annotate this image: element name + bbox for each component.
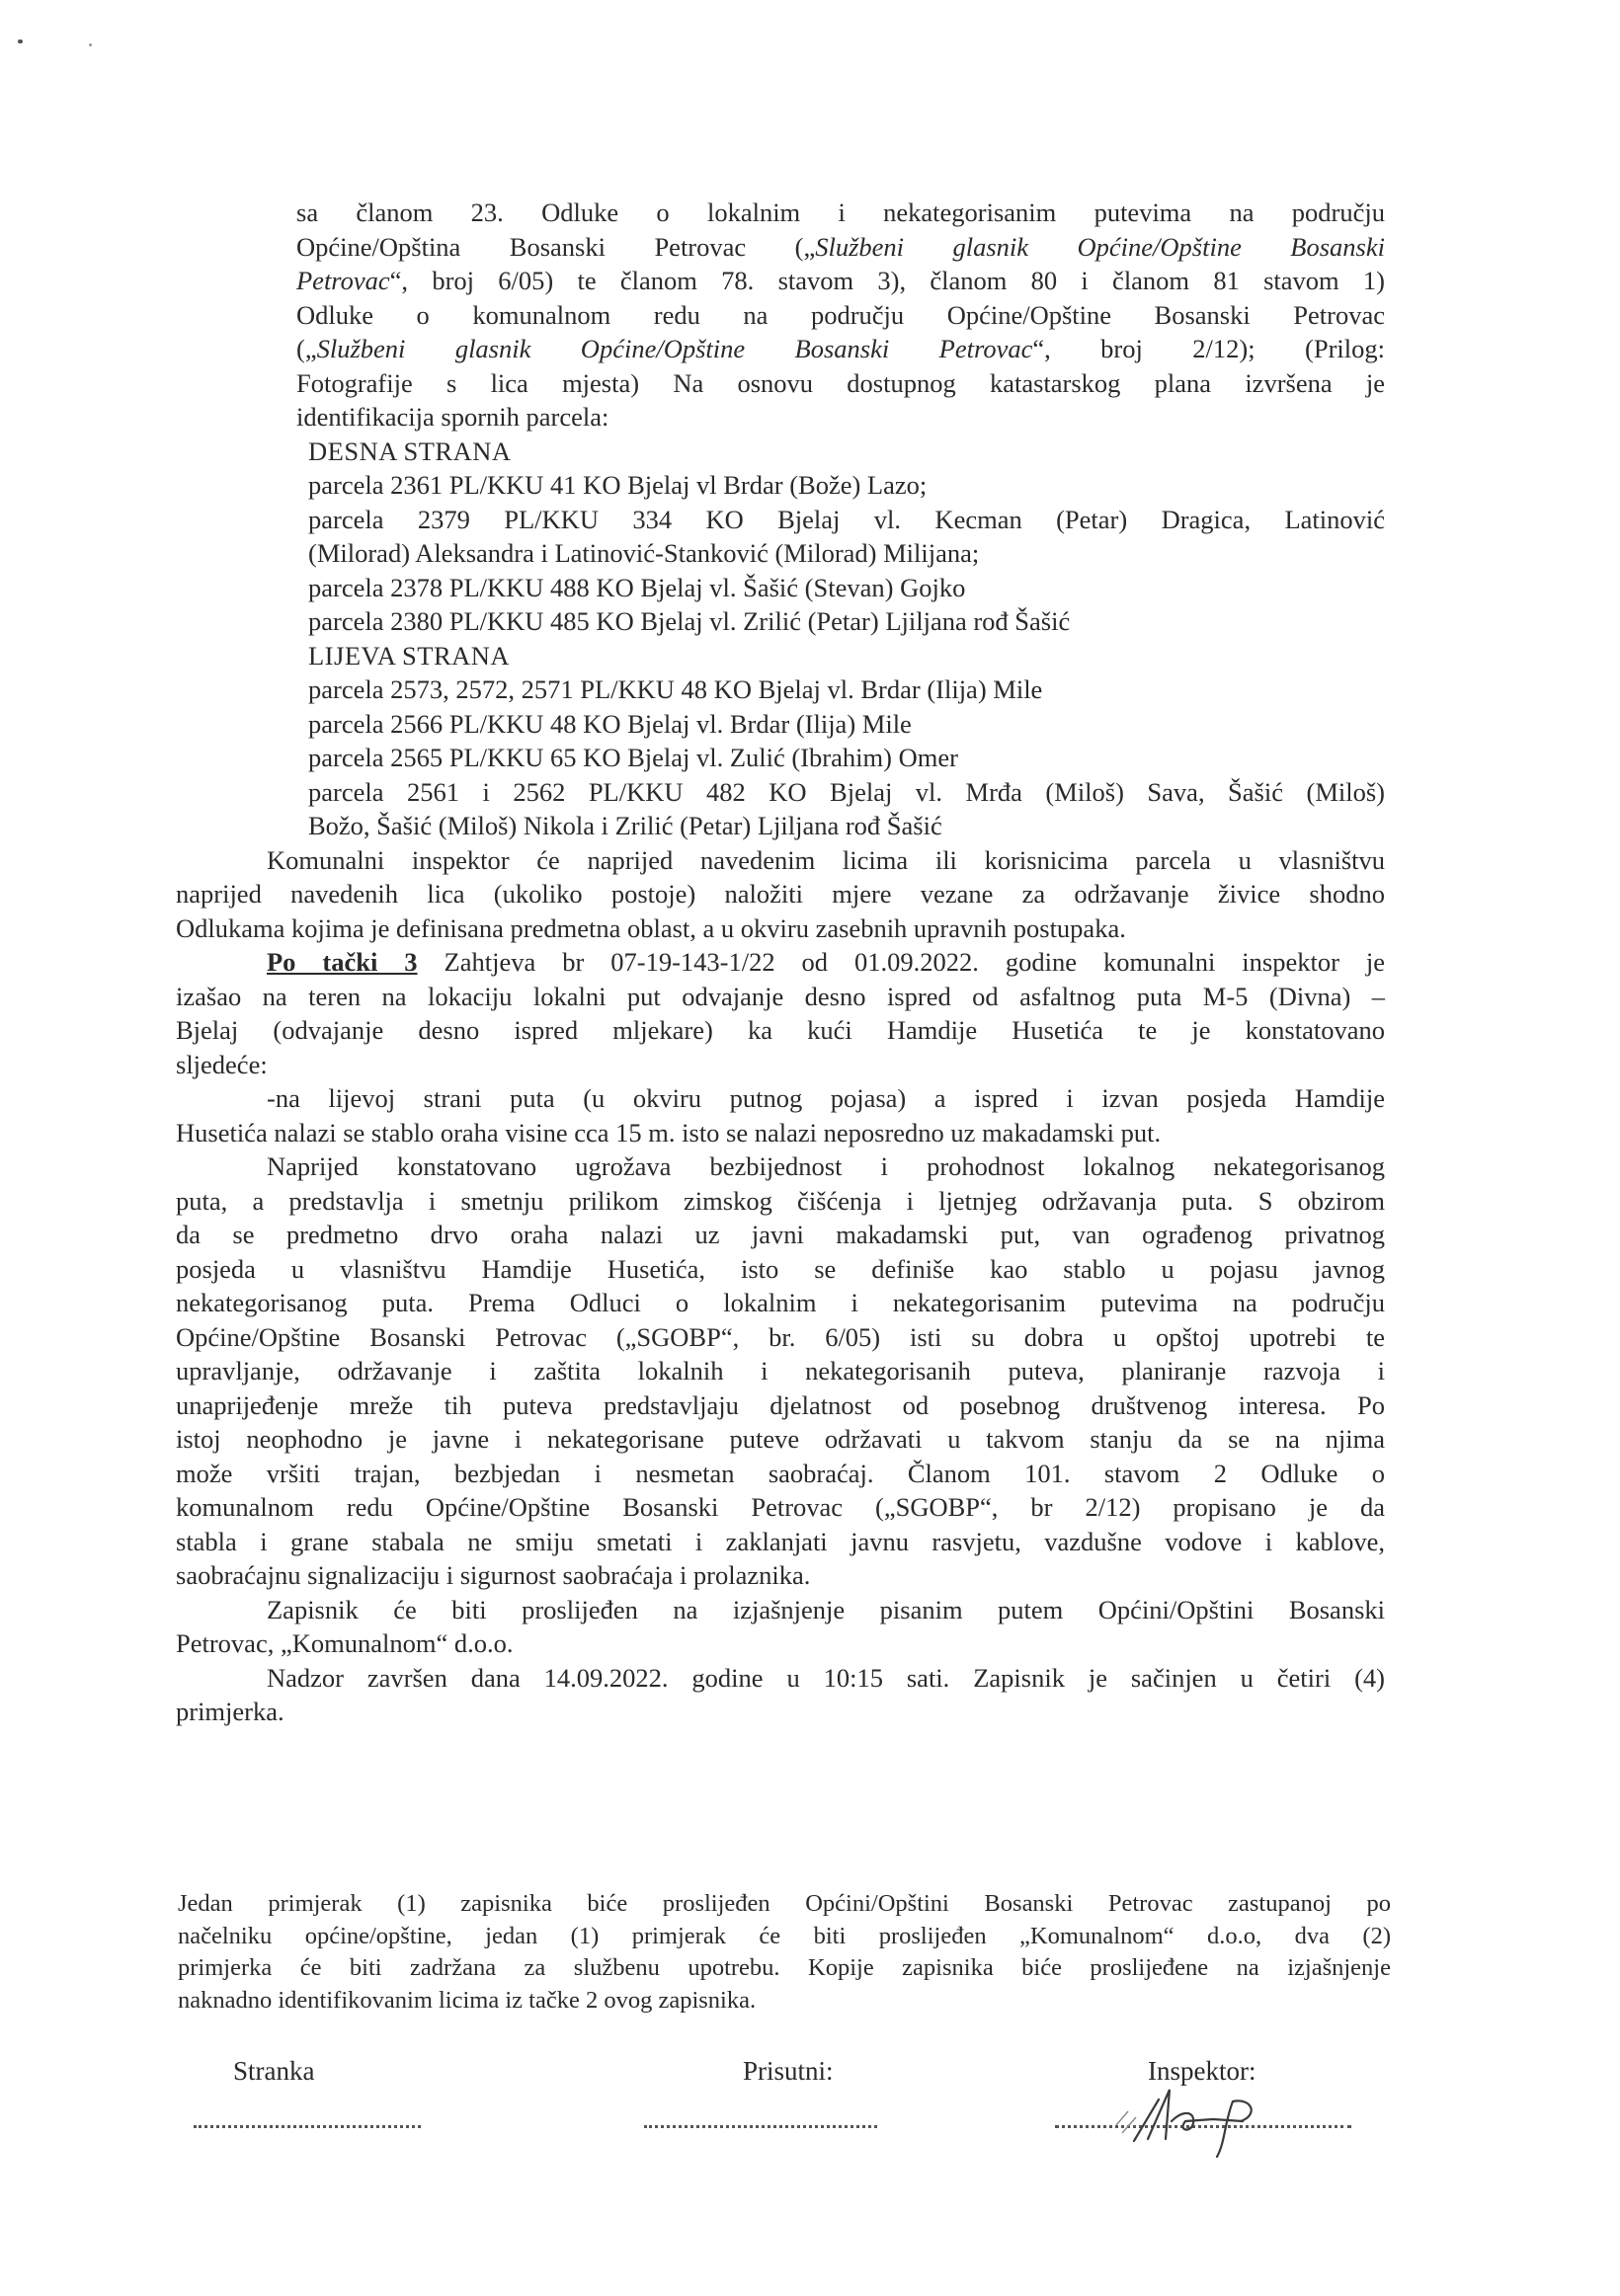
text-line: istoj neophodno je javne i nekategorisane puteve održavati u takvom stanju da se na njima bbox=[176, 1424, 1385, 1454]
text-line: da se predmetno drvo oraha nalazi uz javni makadamski put, van ograđenog privatnog bbox=[176, 1220, 1385, 1249]
text-line: Po tački 3 Zahtjeva br 07-19-143-1/22 od 01.09.2022. godine komunalni inspektor je bbox=[267, 947, 1385, 977]
parcel-line: parcela 2379 PL/KKU 334 KO Bjelaj vl. Kecman (Petar) Dragica, Latinović bbox=[308, 504, 1385, 534]
section-heading: DESNA STRANA bbox=[308, 435, 512, 466]
distribution-note bbox=[178, 1888, 1391, 2017]
body-text bbox=[176, 196, 1385, 1729]
text-line: Zapisnik će biti proslijeđen na izjašnjenje pisanim putem Općini/Opštini Bosanski bbox=[267, 1594, 1385, 1624]
section-heading: LIJEVA STRANA bbox=[308, 640, 511, 671]
inspektor-label: Inspektor: bbox=[1148, 2056, 1256, 2086]
parcel-line: parcela 2361 PL/KKU 41 KO Bjelaj vl Brdar (Bože) Lazo; bbox=[308, 470, 928, 500]
right-side-list bbox=[296, 435, 1385, 639]
text-line: primjerka. bbox=[176, 1697, 284, 1726]
text-line: -na lijevoj strani puta (u okviru putnog pojasa) a ispred i izvan posjeda Hamdije bbox=[267, 1083, 1385, 1113]
stranka-label: Stranka bbox=[233, 2056, 315, 2086]
text-line: sljedeće: bbox=[176, 1049, 268, 1079]
text-line: posjeda u vlasništvu Hamdije Husetića, isto se definiše kao stablo u pojasu javnog bbox=[176, 1253, 1385, 1284]
paragraph-legal-basis bbox=[176, 1149, 1385, 1593]
text-line: primjerka će biti zadržana za službenu upotrebu. Kopije zapisnika biće proslijeđene na izjašnjenje bbox=[178, 1954, 1391, 1981]
text-line: može vršiti trajan, bezbjedan i nesmetan saobraćaj. Članom 101. stavom 2 Odluke o bbox=[176, 1458, 1385, 1488]
text-line: naknadno identifikovanim licima iz tačke 2 ovog zapisnika. bbox=[178, 1986, 757, 2014]
parcel-line: parcela 2380 PL/KKU 485 KO Bjelaj vl. Zrilić (Petar) Ljiljana rođ Šašić bbox=[308, 606, 1071, 636]
text-line: saobraćajnu signalizaciju i sigurnost saobraćaja i prolaznika. bbox=[176, 1560, 811, 1590]
parcel-line: Božo, Šašić (Miloš) Nikola i Zrilić (Petar) Ljiljana rođ Šašić bbox=[308, 811, 942, 840]
text-line: Komunalni inspektor će naprijed navedenim licima ili korisnicima parcela u vlasništvu bbox=[267, 844, 1385, 875]
text-line: sa članom 23. Odluke o lokalnim i nekategorisanim putevima na području bbox=[296, 198, 1385, 227]
text-line: Petrovac“, broj 6/05) te članom 78. stavom 3), članom 80 i članom 81 stavom 1) bbox=[296, 266, 1385, 295]
scan-mark bbox=[89, 43, 92, 46]
text-line: Fotografije s lica mjesta) Na osnovu dostupnog katastarskog plana izvršena je bbox=[296, 367, 1385, 398]
paragraph-measures bbox=[176, 843, 1385, 946]
paragraph-item-3 bbox=[176, 945, 1385, 1081]
text-line: identifikacija spornih parcela: bbox=[296, 402, 609, 432]
paragraph-finding bbox=[176, 1081, 1385, 1149]
parcel-line: (Milorad) Aleksandra i Latinović-Stanković (Milorad) Milijana; bbox=[308, 538, 980, 568]
text-line: („Službeni glasnik Općine/Opštine Bosanski Petrovac“, broj 2/12); (Prilog: bbox=[296, 334, 1385, 363]
text-line: Jedan primjerak (1) zapisnika biće proslijeđen Općini/Opštini Bosanski Petrovac zastupanoj po bbox=[178, 1890, 1391, 1917]
text-line: Općine/Opština Bosanski Petrovac („Službeni glasnik Općine/Opštine Bosanski bbox=[296, 231, 1385, 262]
parcel-line: parcela 2573, 2572, 2571 PL/KKU 48 KO Bjelaj vl. Brdar (Ilija) Mile bbox=[308, 674, 1043, 704]
item-3-label: Po tački 3 bbox=[267, 947, 418, 977]
text-line: Husetića nalazi se stablo oraha visine cca 15 m. isto se nalazi neposredno uz makadamski put. bbox=[176, 1117, 1162, 1148]
text-line: Nadzor završen dana 14.09.2022. godine u 10:15 sati. Zapisnik je sačinjen u četiri (4) bbox=[267, 1662, 1385, 1693]
prisutni-signature-line bbox=[644, 2125, 877, 2128]
text-line: puta, a predstavlja i smetnju prilikom zimskog čišćenja i ljetnjeg održavanja puta. S obzirom bbox=[176, 1185, 1385, 1216]
intro-paragraph bbox=[296, 196, 1385, 435]
text-line: načelniku općine/opštine, jedan (1) primjerak će biti proslijeđen „Komunalnom“ d.o.o, dva (2) bbox=[178, 1922, 1391, 1949]
paragraph-closing bbox=[176, 1661, 1385, 1729]
left-side-list bbox=[296, 639, 1385, 843]
text-line: Bjelaj (odvajanje desno ispred mljekare) ka kući Hamdije Husetića te je konstatovano bbox=[176, 1015, 1385, 1045]
text-line: Odlukama kojima je definisana predmetna oblast, a u okviru zasebnih upravnih postupaka. bbox=[176, 912, 1126, 943]
text-line: izašao na teren na lokaciju lokalni put odvajanje desno ispred od asfaltnog puta M-5 (Divna) – bbox=[176, 981, 1385, 1011]
parcel-line: parcela 2566 PL/KKU 48 KO Bjelaj vl. Brdar (Ilija) Mile bbox=[308, 708, 912, 739]
scan-mark bbox=[18, 40, 23, 43]
text-line: Odluke o komunalnom redu na području Općine/Opštine Bosanski Petrovac bbox=[296, 299, 1385, 330]
text-line: komunalnom redu Općine/Opštine Bosanski Petrovac („SGOBP“, br 2/12) propisano je da bbox=[176, 1492, 1385, 1522]
text-line: stabla i grane stabala ne smiju smetati i zaklanjati javnu rasvjetu, vazdušne vodove i kablove, bbox=[176, 1526, 1385, 1556]
text-line: naprijed navedenih lica (ukoliko postoje) naložiti mjere vezane za održavanje živice shodno bbox=[176, 879, 1385, 909]
text-line: unaprijeđenje mreže tih puteva predstavljaju djelatnost od posebnog društvenog interesa. Po bbox=[176, 1389, 1385, 1420]
paragraph-delivery bbox=[176, 1593, 1385, 1661]
parcel-line: parcela 2561 i 2562 PL/KKU 482 KO Bjelaj vl. Mrđa (Miloš) Sava, Šašić (Miloš) bbox=[308, 776, 1385, 807]
parcel-line: parcela 2565 PL/KKU 65 KO Bjelaj vl. Zulić (Ibrahim) Omer bbox=[308, 743, 958, 772]
parcel-line: parcela 2378 PL/KKU 488 KO Bjelaj vl. Šašić (Stevan) Gojko bbox=[308, 572, 966, 602]
text-line: Općine/Opštine Bosanski Petrovac („SGOBP“, br. 6/05) isti su dobra u opštoj upotrebi te bbox=[176, 1321, 1385, 1352]
text-line: Petrovac, „Komunalnom“ d.o.o. bbox=[176, 1628, 514, 1658]
text-line: nekategorisanog puta. Prema Odluci o lokalnim i nekategorisanim putevima na području bbox=[176, 1288, 1385, 1317]
handwritten-signature bbox=[1114, 2082, 1312, 2161]
text-line: Naprijed konstatovano ugrožava bezbijednost i prohodnost lokalnog nekategorisanog bbox=[267, 1151, 1385, 1181]
stranka-signature-line bbox=[194, 2125, 421, 2128]
text-line: upravljanje, održavanje i zaštita lokalnih i nekategorisanih puteva, planiranje razvoja i bbox=[176, 1356, 1385, 1386]
prisutni-label: Prisutni: bbox=[743, 2056, 834, 2086]
